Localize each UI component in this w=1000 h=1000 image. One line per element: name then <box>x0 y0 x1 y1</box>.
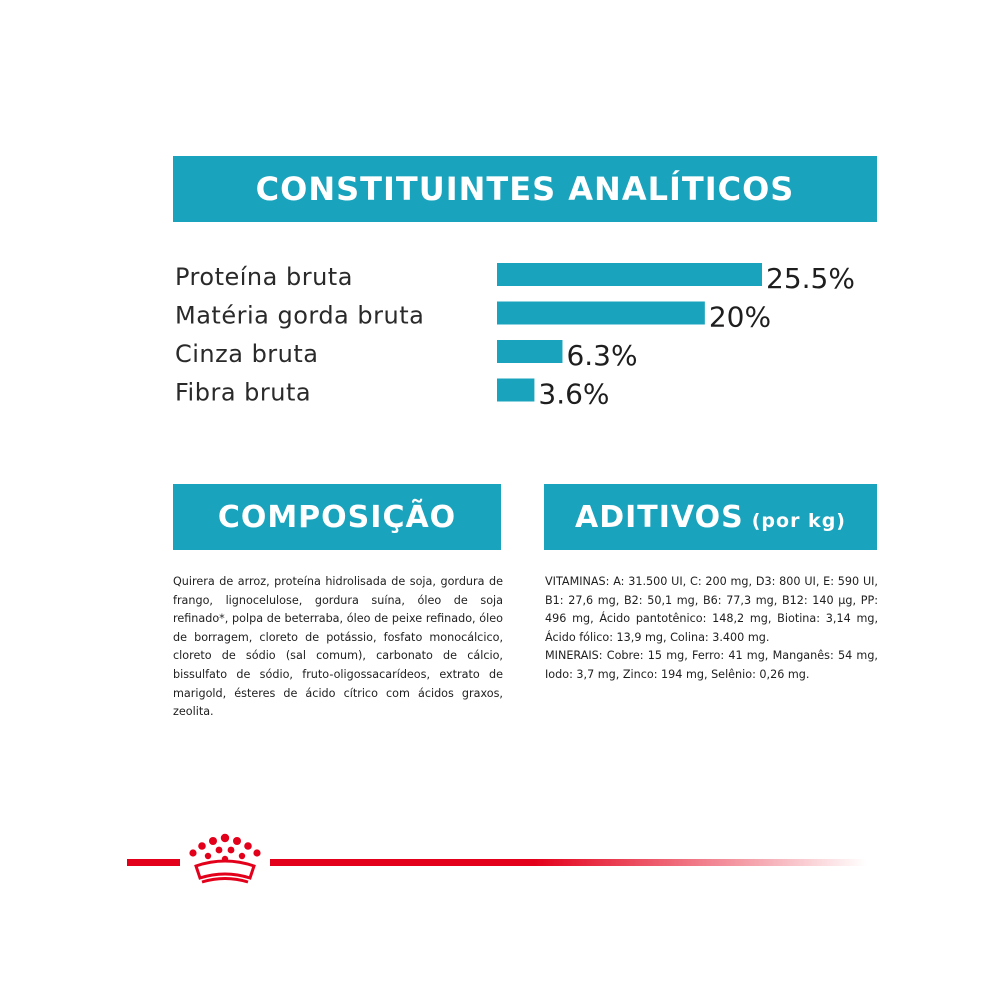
minerals-text: MINERAIS: Cobre: 15 mg, Ferro: 41 mg, Manganês: 54 mg, Iodo: 3,7 mg, Zinco: 194 mg, Selênio: 0,26 mg. <box>545 649 878 681</box>
additives-header <box>544 484 877 550</box>
bar <box>497 263 762 286</box>
analytic-constituents-title: CONSTITUINTES ANALÍTICOS <box>255 170 795 208</box>
analytic-constituents-chart <box>0 0 1000 470</box>
composition-text: Quirera de arroz, proteína hidrolisada de soja, gordura de frango, lignocelulose, gordura suína, óleo de soja refinado*, polpa de beterraba, óleo de peixe refinado, óleo de borragem, cloreto de potássio, fosfato monocálcico, cloreto de sódio (sal comum), carbonato de cálcio, bissulfato de sódio, fruto-oligossacarídeos, extrato de marigold, ésteres de ácido cítrico com ácidos graxos, zeolita. <box>173 575 503 719</box>
category-label: Proteína bruta <box>175 263 353 291</box>
additives-unit: (por kg) <box>751 510 846 532</box>
value-label: 3.6% <box>538 377 610 411</box>
composition-header <box>173 484 501 550</box>
bar <box>497 340 562 363</box>
category-label: Cinza bruta <box>175 340 319 368</box>
category-label: Fibra bruta <box>175 378 312 407</box>
additives-text <box>545 573 878 685</box>
value-label: 6.3% <box>566 339 638 372</box>
vitamins-text: VITAMINAS: A: 31.500 UI, C: 200 mg, D3: 800 UI, E: 590 UI, B1: 27,6 mg, B2: 50,1 mg, B6: 77,3 mg, B12: 140 µg, PP: 496 mg, Ácido pantotênico: 148,2 mg, Biotina: 3,14 mg, Ácido fólico: 13,9 mg, Colina: 3.400 mg. <box>545 575 878 644</box>
category-label: Matéria gorda bruta <box>175 301 425 330</box>
bar <box>497 379 534 402</box>
value-label: 20% <box>708 300 772 334</box>
chart-rows <box>175 262 855 411</box>
additives-title: ADITIVOS <box>575 499 744 535</box>
composition-title: COMPOSIÇÃO <box>217 499 457 535</box>
bar <box>497 302 705 325</box>
value-label: 25.5% <box>766 262 855 295</box>
crown-icon <box>180 832 270 888</box>
